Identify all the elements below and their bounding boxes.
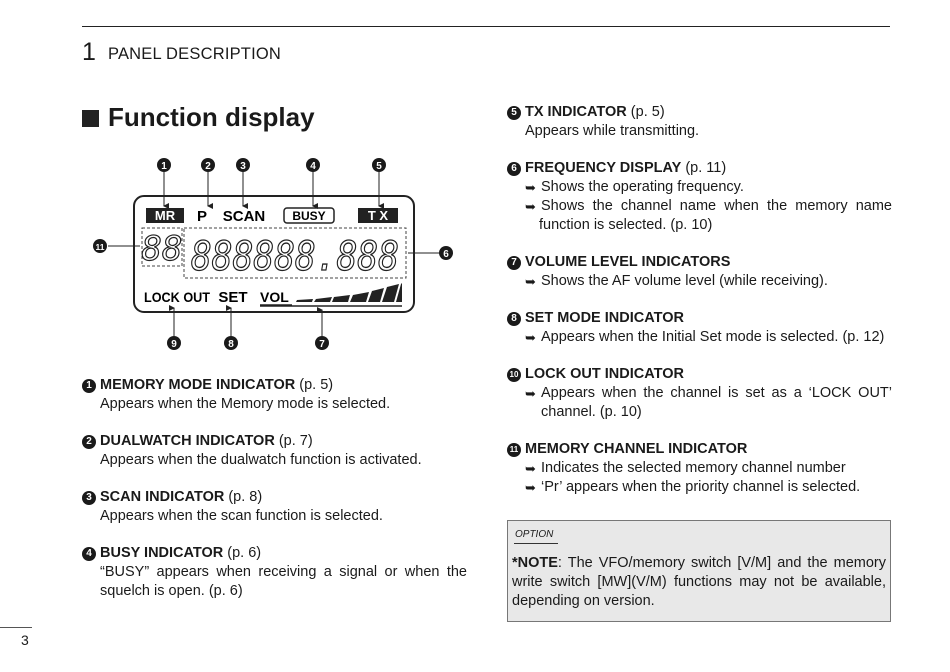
callout-number-icon: 3 xyxy=(82,491,96,505)
callout-number-icon: 1 xyxy=(82,379,96,393)
callout-8: 8 xyxy=(228,339,234,350)
mr-indicator: MR xyxy=(154,208,176,223)
item-set-mode xyxy=(507,309,892,347)
busy-indicator: BUSY xyxy=(292,209,326,223)
item-title: DUALWATCH INDICATOR xyxy=(100,433,275,449)
arrow-bullet-icon: ➥ xyxy=(525,480,536,495)
arrow-bullet-icon: ➥ xyxy=(525,180,536,195)
item-bullet-line2: function is selected. (p. 10) xyxy=(539,217,713,233)
square-bullet-icon xyxy=(82,110,99,127)
callout-7: 7 xyxy=(319,339,325,350)
arrow-bullet-icon: ➥ xyxy=(525,461,536,476)
chapter-number: 1 xyxy=(82,38,96,66)
lockout-indicator: LOCK OUT xyxy=(144,289,211,305)
item-bullet-line1: Appears when the channel is set as a ‘LOCK OUT’ xyxy=(541,385,892,401)
item-ref: (p. 5) xyxy=(626,104,665,120)
callout-number-icon: 10 xyxy=(507,368,521,382)
callout-number-icon: 4 xyxy=(82,547,96,561)
item-desc: Appears while transmitting. xyxy=(525,123,700,139)
callout-number-icon: 7 xyxy=(507,256,521,270)
item-tx xyxy=(507,103,892,141)
callout-5: 5 xyxy=(376,161,382,172)
page-number-rule xyxy=(0,627,32,628)
frequency-digits: 888888.888 xyxy=(191,234,399,280)
option-label-underline xyxy=(514,543,558,544)
item-title: LOCK OUT INDICATOR xyxy=(525,366,684,382)
arrow-bullet-icon: ➥ xyxy=(525,274,536,289)
item-title: MEMORY CHANNEL INDICATOR xyxy=(525,441,748,457)
option-label: OPTION xyxy=(515,529,554,540)
note-text: : The VFO/memory switch [V/M] and the memory write switch [MW](V/M) functions may not be available, depending on version. xyxy=(512,555,886,609)
item-bullet-line2: channel. (p. 10) xyxy=(541,404,642,420)
p-indicator: P xyxy=(196,208,208,225)
item-ref: (p. 11) xyxy=(681,160,727,176)
arrow-bullet-icon: ➥ xyxy=(525,386,536,401)
callout-2: 2 xyxy=(205,161,211,172)
item-ref: (p. 5) xyxy=(295,377,334,393)
item-scan xyxy=(82,488,472,526)
callout-9: 9 xyxy=(171,339,177,350)
callout-number-icon: 5 xyxy=(507,106,521,120)
function-display-diagram xyxy=(88,150,468,360)
item-frequency xyxy=(507,159,892,235)
item-title: VOLUME LEVEL INDICATORS xyxy=(525,254,731,270)
chapter-title: PANEL DESCRIPTION xyxy=(108,45,282,63)
item-memory-channel xyxy=(507,440,892,497)
item-title: MEMORY MODE INDICATOR xyxy=(100,377,296,393)
scan-indicator: SCAN xyxy=(222,208,266,225)
tx-indicator: T X xyxy=(367,208,389,223)
item-title: SCAN INDICATOR xyxy=(100,489,225,505)
item-bullet: ‘Pr’ appears when the priority channel is selected. xyxy=(541,479,861,495)
arrow-bullet-icon: ➥ xyxy=(525,199,536,214)
item-lockout xyxy=(507,365,892,422)
item-busy xyxy=(82,544,467,601)
item-ref: (p. 7) xyxy=(274,433,313,449)
memory-channel-digits: 88 xyxy=(141,229,183,269)
callout-number-icon: 2 xyxy=(82,435,96,449)
item-volume xyxy=(507,253,892,291)
section-title-text: Function display xyxy=(108,102,315,132)
note-bold: *NOTE xyxy=(512,555,558,571)
item-dualwatch xyxy=(82,432,472,470)
item-desc-line1: “BUSY” appears when receiving a signal or when the xyxy=(100,564,467,580)
option-note xyxy=(512,554,886,611)
item-ref: (p. 8) xyxy=(224,489,263,505)
callout-11: 11 xyxy=(95,242,105,252)
item-ref: (p. 6) xyxy=(223,545,262,561)
arrow-bullet-icon: ➥ xyxy=(525,330,536,345)
item-bullet: Shows the AF volume level (while receiving). xyxy=(541,273,828,289)
item-title: SET MODE INDICATOR xyxy=(525,310,684,326)
header-rule xyxy=(82,26,890,27)
item-bullet: Indicates the selected memory channel number xyxy=(541,460,846,476)
callout-3: 3 xyxy=(240,161,246,172)
item-memory-mode xyxy=(82,376,472,414)
item-bullet: Shows the operating frequency. xyxy=(541,179,744,195)
item-title: TX INDICATOR xyxy=(525,104,627,120)
callout-4: 4 xyxy=(310,161,316,172)
item-bullet: Appears when the Initial Set mode is selected. (p. 12) xyxy=(541,329,885,345)
item-title: BUSY INDICATOR xyxy=(100,545,224,561)
set-indicator: SET xyxy=(218,289,248,306)
page-number: 3 xyxy=(21,632,29,648)
item-bullet-line1: Shows the channel name when the memory name xyxy=(541,198,892,214)
callout-number-icon: 11 xyxy=(507,443,521,457)
item-desc: Appears when the scan function is selected. xyxy=(100,508,383,524)
callout-6: 6 xyxy=(443,249,449,260)
item-desc: Appears when the Memory mode is selected. xyxy=(100,396,391,412)
item-desc-line2: squelch is open. (p. 6) xyxy=(100,583,243,599)
callout-1: 1 xyxy=(161,161,167,172)
item-title: FREQUENCY DISPLAY xyxy=(525,160,682,176)
callout-number-icon: 6 xyxy=(507,162,521,176)
item-desc: Appears when the dualwatch function is activated. xyxy=(100,452,422,468)
callout-number-icon: 8 xyxy=(507,312,521,326)
vol-indicator: VOL xyxy=(260,289,289,305)
section-title xyxy=(82,102,315,133)
